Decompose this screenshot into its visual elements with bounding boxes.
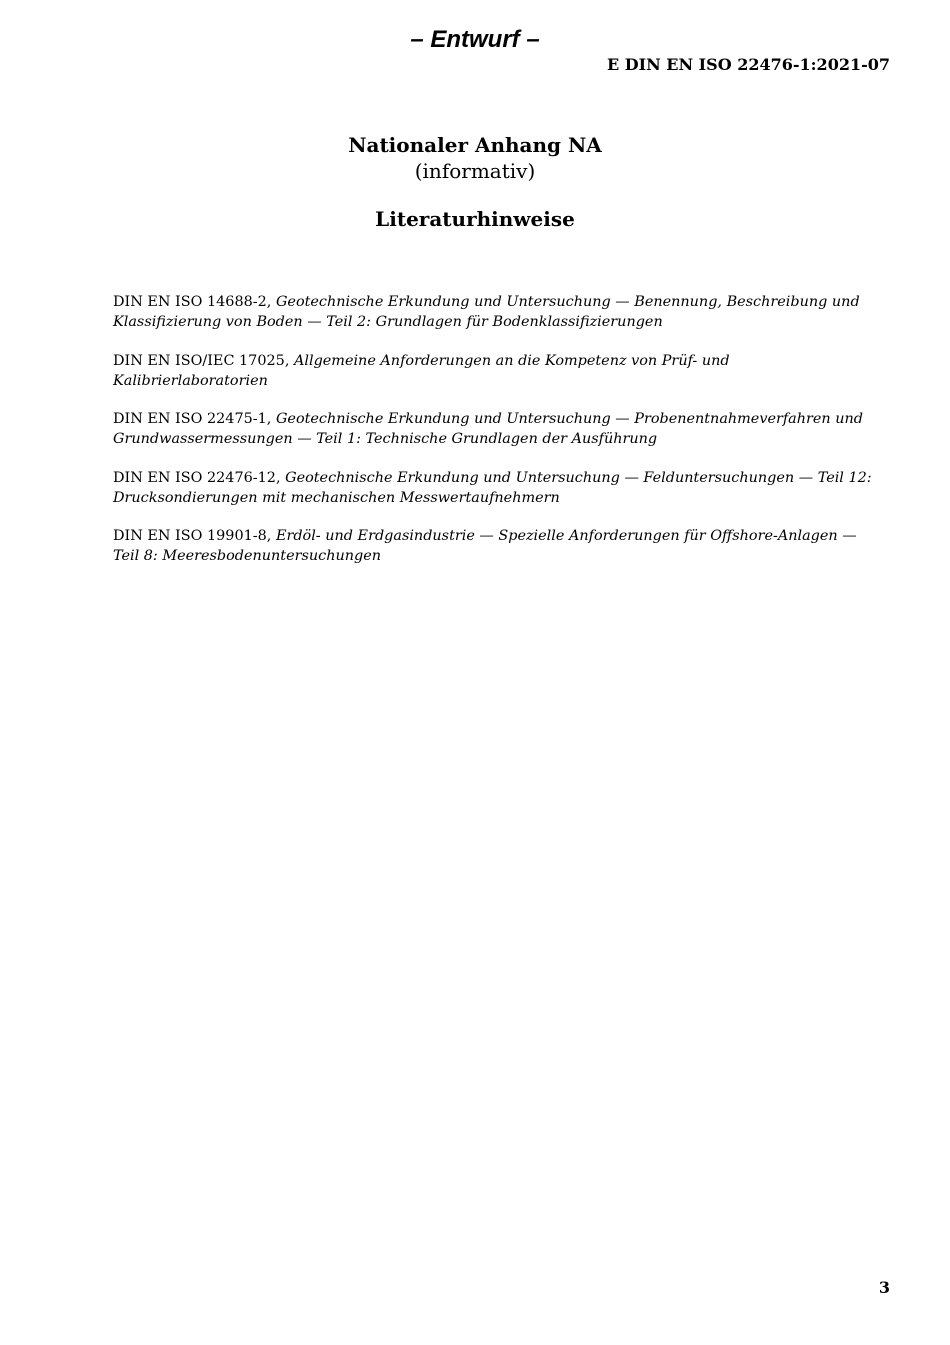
bibliography-entry: DIN EN ISO/IEC 17025, Allgemeine Anforderungen an die Kompetenz von Prüf- und Kalibrierlaboratorien [113, 352, 730, 389]
standard-title: Geotechnische Erkundung und Untersuchung — Benennung, Beschreibung und Klassifizierung von Boden — Teil 2: Grundlagen für Bodenklassifizierungen [113, 294, 860, 330]
annex-title: Nationaler Anhang NA [348, 133, 602, 157]
standard-number: DIN EN ISO 14688-2 [113, 294, 267, 310]
document-id: E DIN EN ISO 22476-1:2021-07 [606, 55, 890, 74]
bibliography-entry: DIN EN ISO 22476-12, Geotechnische Erkundung und Untersuchung — Felduntersuchungen — Teil 12: Drucksondierungen mit mechanischen Messwertaufnehmern [113, 469, 872, 506]
page-number: 3 [878, 1278, 890, 1297]
standard-title: Geotechnische Erkundung und Untersuchung — Felduntersuchungen — Teil 12: Drucksondierungen mit mechanischen Messwertaufnehmern [113, 469, 872, 506]
bibliography-list [113, 292, 883, 585]
standard-title: Allgemeine Anforderungen an die Kompetenz von Prüf- und Kalibrierlaboratorien [113, 352, 730, 389]
standard-number: DIN EN ISO 19901-8 [113, 528, 267, 544]
standard-number: DIN EN ISO 22475-1 [113, 411, 267, 427]
standard-title: Geotechnische Erkundung und Untersuchung — Probenentnahmeverfahren und Grundwassermessungen — Teil 1: Technische Grundlagen der Ausführung [113, 411, 864, 447]
section-title: Literaturhinweise [375, 207, 575, 231]
standard-title: Erdöl- und Erdgasindustrie — Spezielle Anforderungen für Offshore-Anlagen — Teil 8: Meeresbodenuntersuchungen [113, 528, 857, 564]
draft-watermark: – Entwurf – [410, 26, 540, 53]
bibliography-entry: DIN EN ISO 22475-1, Geotechnische Erkundung und Untersuchung — Probenentnahmeverfahren und Grundwassermessungen — Teil 1: Technische Grundlagen der Ausführung [113, 411, 864, 447]
bibliography-entry: DIN EN ISO 19901-8, Erdöl- und Erdgasindustrie — Spezielle Anforderungen für Offshore-Anlagen — Teil 8: Meeresbodenuntersuchungen [113, 528, 857, 564]
annex-subtitle: (informativ) [414, 159, 536, 183]
standard-number: DIN EN ISO/IEC 17025 [113, 352, 285, 369]
standard-number: DIN EN ISO 22476-12 [113, 469, 276, 486]
bibliography-entry: DIN EN ISO 14688-2, Geotechnische Erkundung und Untersuchung — Benennung, Beschreibung und Klassifizierung von Boden — Teil 2: Grundlagen für Bodenklassifizierungen [113, 294, 860, 330]
